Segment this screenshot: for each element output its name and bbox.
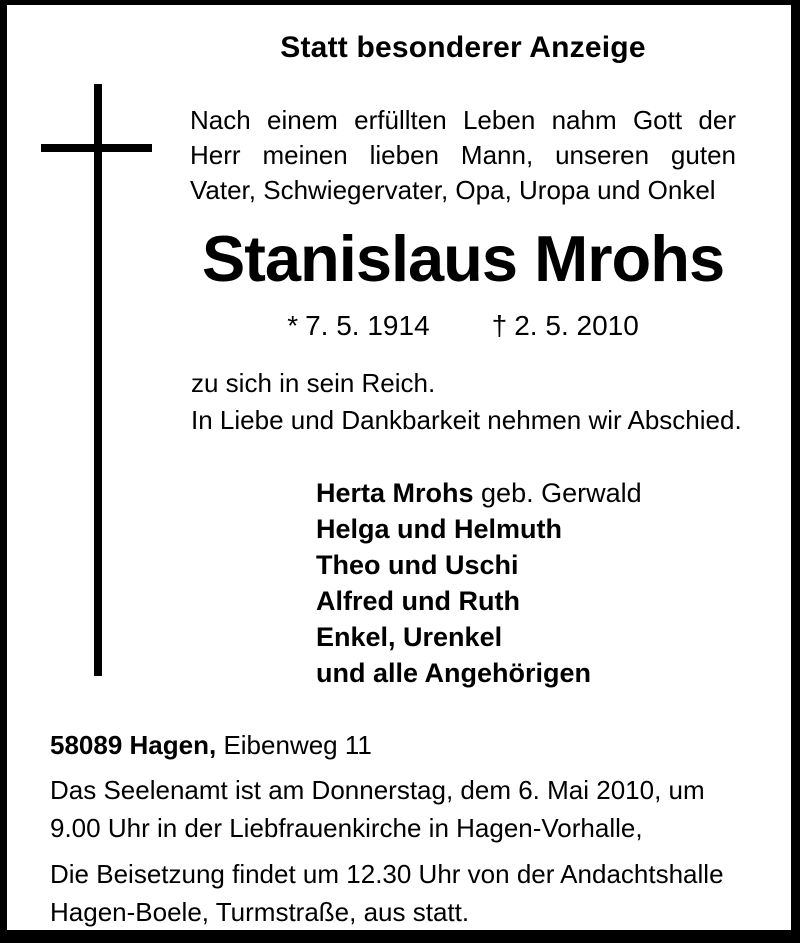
dagger-symbol: † bbox=[491, 310, 508, 341]
notice-header: Statt besonderer Anzeige bbox=[280, 31, 646, 64]
beisetzung-line: Hagen-Boele, Turmstraße, aus statt. bbox=[50, 897, 470, 927]
seelenamt-paragraph bbox=[50, 771, 705, 847]
mourner-name: Helga und Helmuth bbox=[316, 514, 563, 544]
mourner-row bbox=[316, 583, 642, 619]
death-date-item bbox=[492, 308, 639, 343]
intro-paragraph bbox=[190, 103, 736, 208]
mourner-row bbox=[316, 655, 642, 691]
mourner-name: Herta Mrohs bbox=[316, 478, 474, 508]
mourner-suffix: geb. Gerwald bbox=[473, 478, 642, 508]
mourner-name: Enkel, Urenkel bbox=[316, 622, 503, 652]
beisetzung-paragraph bbox=[50, 855, 724, 931]
intro-line: Herr meinen lieben Mann, unseren guten bbox=[190, 140, 736, 170]
birth-date: 7. 5. 1914 bbox=[305, 310, 430, 341]
mourner-name: Theo und Uschi bbox=[316, 550, 519, 580]
address-line bbox=[50, 729, 372, 761]
mourner-row bbox=[316, 619, 642, 655]
farewell-line: In Liebe und Dankbarkeit nehmen wir Abschied. bbox=[191, 405, 742, 435]
seelenamt-line: 9.00 Uhr in der Liebfrauenkirche in Hagen-Vorhalle, bbox=[50, 813, 643, 843]
intro-line: Nach einem erfüllten Leben nahm Gott der bbox=[190, 105, 736, 135]
mourner-row bbox=[316, 511, 642, 547]
seelenamt-line: Das Seelenamt ist am Donnerstag, dem 6. Mai 2010, um bbox=[50, 775, 705, 805]
address-city: 58089 Hagen, bbox=[50, 730, 217, 760]
born-symbol: * bbox=[287, 310, 299, 341]
mourners-list bbox=[316, 475, 642, 691]
mourner-row bbox=[316, 475, 642, 511]
address-street: Eibenweg 11 bbox=[216, 730, 372, 760]
mourner-name: Alfred und Ruth bbox=[316, 586, 520, 616]
life-dates-row bbox=[190, 308, 736, 343]
deceased-name: Stanislaus Mrohs bbox=[201, 222, 725, 295]
mourner-name: und alle Angehörigen bbox=[316, 658, 592, 688]
mourner-row bbox=[316, 547, 642, 583]
cross-vertical-bar bbox=[94, 84, 102, 676]
reich-line: zu sich in sein Reich. bbox=[191, 368, 436, 398]
birth-date-item bbox=[287, 308, 429, 343]
cross-horizontal-bar bbox=[41, 144, 152, 152]
intro-line: Vater, Schwiegervater, Opa, Uropa und Onkel bbox=[190, 175, 716, 205]
death-date: 2. 5. 2010 bbox=[514, 310, 639, 341]
beisetzung-line: Die Beisetzung findet um 12.30 Uhr von der Andachtshalle bbox=[50, 859, 724, 889]
